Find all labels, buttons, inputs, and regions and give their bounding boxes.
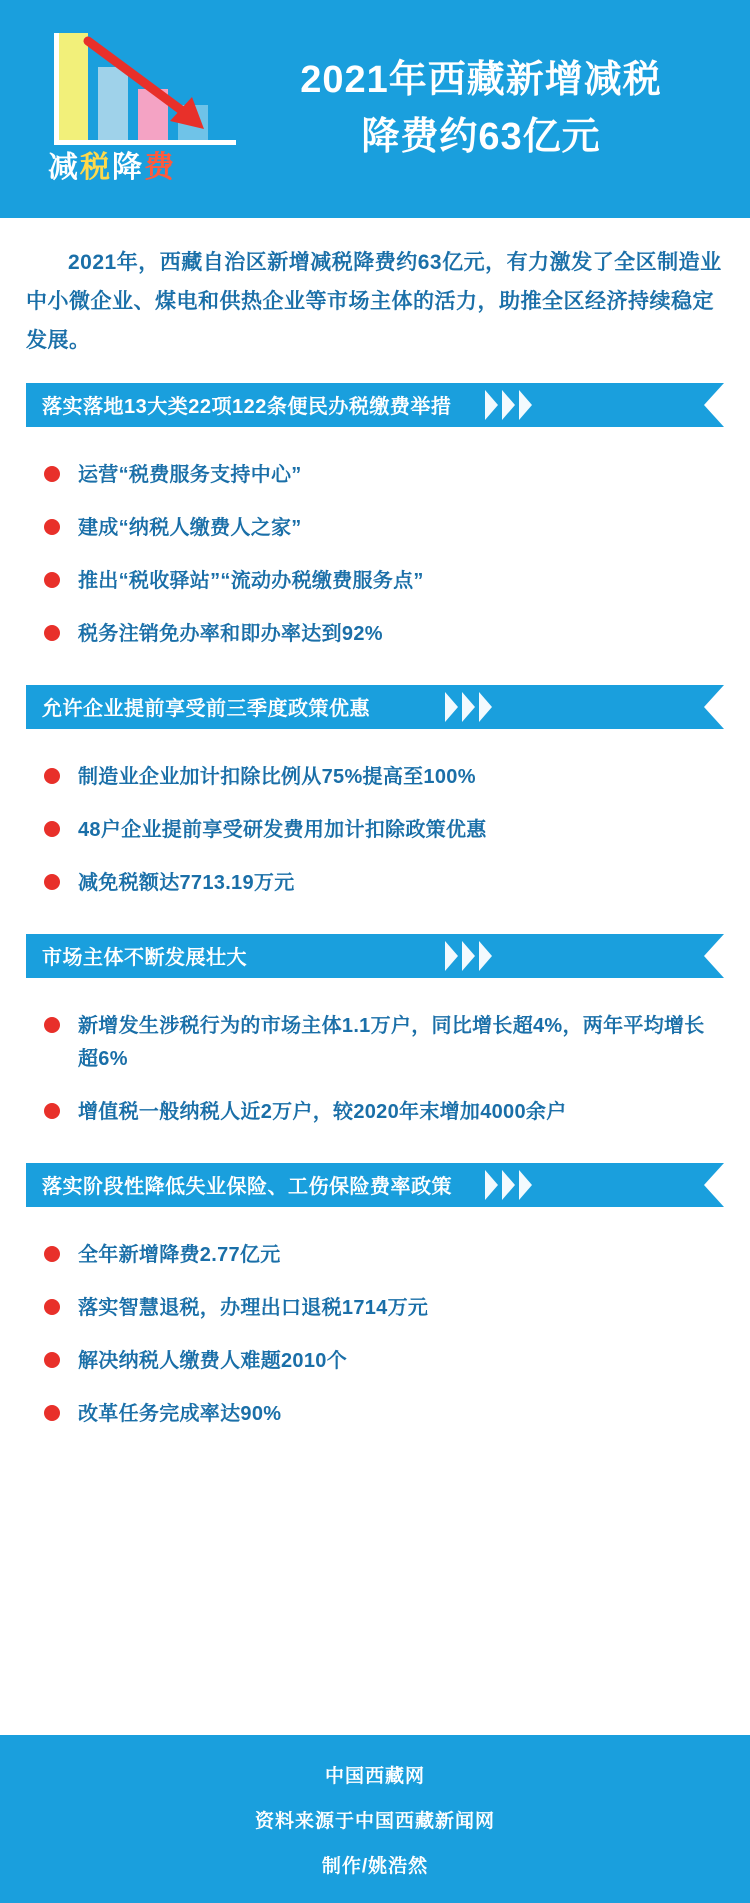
down-arrow-icon xyxy=(46,29,246,149)
bullet-dot-icon xyxy=(44,874,60,890)
section-1-bullets xyxy=(26,437,724,679)
list-item xyxy=(44,1010,724,1076)
section-2 xyxy=(26,685,724,928)
bullet-text: 全年新增降费2.77亿元 xyxy=(78,1243,281,1266)
bullet-dot-icon xyxy=(44,466,60,482)
section-4-bullets xyxy=(26,1217,724,1459)
list-item xyxy=(44,1096,724,1129)
bullet-dot-icon xyxy=(44,1103,60,1119)
footer-source-note: 资料来源于中国西藏新闻网 xyxy=(254,1810,495,1832)
list-item xyxy=(44,618,724,651)
section-3 xyxy=(26,934,724,1157)
content-body xyxy=(0,218,750,1505)
list-item xyxy=(44,1292,724,1325)
list-item xyxy=(44,512,724,545)
bullet-dot-icon xyxy=(44,1405,60,1421)
section-2-bullets xyxy=(26,739,724,928)
section-4-banner xyxy=(26,1163,724,1207)
bullet-text: 改革任务完成率达90% xyxy=(78,1402,282,1425)
header xyxy=(0,0,750,218)
page-title-line-2: 降费约63亿元 xyxy=(361,116,601,158)
bullet-text: 落实智慧退税，办理出口退税1714万元 xyxy=(78,1296,429,1319)
bullet-text: 建成“纳税人缴费人之家” xyxy=(78,516,302,539)
list-item xyxy=(44,1345,724,1378)
section-1-chevrons-icon xyxy=(481,383,532,427)
footer-credit: 制作/姚浩然 xyxy=(321,1855,429,1877)
bullet-text: 48户企业提前享受研发费用加计扣除政策优惠 xyxy=(78,818,487,841)
section-1 xyxy=(26,383,724,679)
bullet-text: 推出“税收驿站”“流动办税缴费服务点” xyxy=(78,569,424,592)
section-3-banner xyxy=(26,934,724,978)
intro-paragraph: 2021年，西藏自治区新增减税降费约63亿元，有力激发了全区制造业中小微企业、煤电和供热企业等市场主体的活力，助推全区经济持续稳定发展。 xyxy=(26,251,722,352)
page-title-line-1: 2021年西藏新增减税 xyxy=(300,59,662,101)
section-2-banner-label: 允许企业提前享受前三季度政策优惠 xyxy=(42,698,370,721)
jianshui-jiangfei-logo xyxy=(36,29,246,189)
bullet-dot-icon xyxy=(44,1017,60,1033)
bullet-dot-icon xyxy=(44,1299,60,1315)
list-item xyxy=(44,761,724,794)
bullet-dot-icon xyxy=(44,1352,60,1368)
bullet-text: 增值税一般纳税人近2万户，较2020年末增加4000余户 xyxy=(78,1100,567,1123)
bullet-text: 税务注销免办率和即办率达到92% xyxy=(78,622,383,645)
page-title xyxy=(246,52,726,166)
bullet-dot-icon xyxy=(44,625,60,641)
section-4-chevrons-icon xyxy=(481,1163,532,1207)
bullet-dot-icon xyxy=(44,768,60,784)
section-1-banner-label: 落实落地13大类22项122条便民办税缴费举措 xyxy=(42,396,452,419)
list-item xyxy=(44,459,724,492)
logo-char-4: 费 xyxy=(144,151,176,184)
list-item xyxy=(44,1239,724,1272)
list-item xyxy=(44,1398,724,1431)
bullet-dot-icon xyxy=(44,1246,60,1262)
logo-char-1: 减 xyxy=(48,151,80,184)
footer-source-site: 中国西藏网 xyxy=(324,1765,425,1787)
section-4 xyxy=(26,1163,724,1459)
section-4-banner-label: 落实阶段性降低失业保险、工伤保险费率政策 xyxy=(42,1176,452,1199)
footer xyxy=(0,1735,750,1903)
section-3-banner-label: 市场主体不断发展壮大 xyxy=(42,947,247,970)
bullet-dot-icon xyxy=(44,572,60,588)
bullet-dot-icon xyxy=(44,519,60,535)
section-1-banner xyxy=(26,383,724,427)
list-item xyxy=(44,565,724,598)
bullet-text: 新增发生涉税行为的市场主体1.1万户，同比增长超4%，两年平均增长超6% xyxy=(78,1014,705,1070)
list-item xyxy=(44,814,724,847)
logo-text xyxy=(48,153,176,183)
bullet-text: 解决纳税人缴费人难题2010个 xyxy=(78,1349,347,1372)
logo-char-3: 降 xyxy=(112,151,144,184)
bullet-text: 运营“税费服务支持中心” xyxy=(78,463,302,486)
section-2-chevrons-icon xyxy=(441,685,492,729)
section-2-banner xyxy=(26,685,724,729)
bullet-text: 减免税额达7713.19万元 xyxy=(78,871,295,894)
logo-char-2: 税 xyxy=(80,151,112,184)
bullet-text: 制造业企业加计扣除比例从75%提高至100% xyxy=(78,765,476,788)
section-3-bullets xyxy=(26,988,724,1157)
bullet-dot-icon xyxy=(44,821,60,837)
section-3-chevrons-icon xyxy=(441,934,492,978)
list-item xyxy=(44,867,724,900)
